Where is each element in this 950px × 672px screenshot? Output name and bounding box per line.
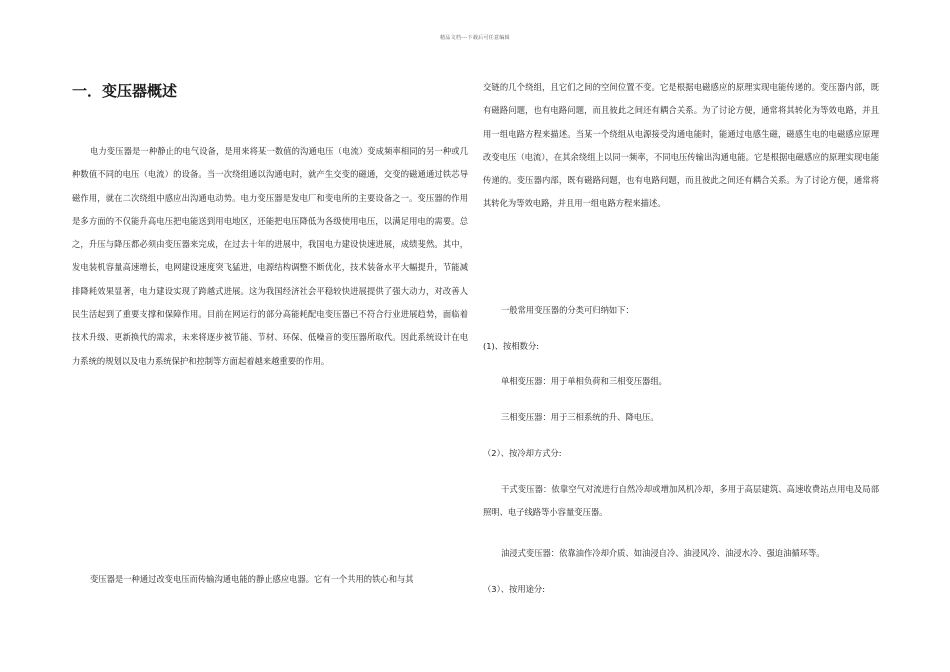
usage-heading: （3）、按用途分: <box>483 584 546 594</box>
phase-heading: (1)、按相数分: <box>483 341 540 351</box>
oil-type-text: 油浸式变压器：依靠油作冷却介质、如油浸自冷、油浸风冷、油浸水冷、强迫油循环等。 <box>501 548 825 558</box>
right-column <box>483 76 879 216</box>
single-phase-text: 单相变压器：用于单相负荷和三相变压器组。 <box>501 376 667 386</box>
cooling-heading: （2）、按冷却方式分: <box>483 448 562 458</box>
classification-intro-text: 一般常用变压器的分类可归纳如下： <box>501 305 634 315</box>
oil-type-item <box>483 542 879 565</box>
section-by-usage <box>483 578 879 601</box>
section-by-phase <box>483 335 879 358</box>
dry-type-item <box>483 478 879 525</box>
dry-type-text: 干式变压器：依靠空气对流进行自然冷却或增加风机冷却，多用于高层建筑、高速收费站点用电及局部照明、电子线路等小容量变压器。 <box>483 484 879 518</box>
three-phase-text: 三相变压器：用于三相系统的升、降电压。 <box>501 412 659 422</box>
section-title: 一．变压器概述 <box>72 82 178 100</box>
three-phase-item <box>483 406 879 429</box>
page-header-note: 精品文档---下载后可任意编辑 <box>440 35 510 41</box>
definition-paragraph: 变压器是一种通过改变电压而传输沟通电能的静止感应电器。它有一个共用的铁心和与其 <box>90 574 414 584</box>
single-phase-item <box>483 370 879 393</box>
left-column <box>72 140 468 373</box>
continued-paragraph: 交链的几个绕组，且它们之间的空间位置不变。它是根据电磁感应的原理实现电能传递的。变压器内部，既有磁路问题，也有电路问题，而且彼此之间还有耦合关系。为了讨论方便，通常将其转化为等效电路，并且用一组电路方程来描述。当某一个绕组从电源接受沟通电能时，能通过电感生磁，磁感生电的电磁感应原理改变电压（电流），在其余绕组上以同一频率，不同电压传输出沟通电能。它是根据电磁感应的原理实现电能传递的。变压器内部，既有磁路问题，也有电路问题，而且彼此之间还有耦合关系。为了讨论方便，通常将其转化为等效电路，并且用一组电路方程来描述。 <box>483 82 879 209</box>
left-column-bottom <box>72 568 468 591</box>
overview-paragraph: 电力变压器是一种静止的电气设备，是用来将某一数值的沟通电压（电流）变成频率相同的另一种或几种数值不同的电压（电流）的设备。当一次绕组通以沟通电时，就产生交变的磁通，交变的磁通通过铁芯导磁作用，就在二次绕组中感应出沟通电动势。电力变压器是发电厂和变电所的主要设备之一。变压器的作用是多方面的不仅能升高电压把电能送到用电地区，还能把电压降低为各级使用电压，以满足用电的需要。总之，升压与降压都必须由变压器来完成，在过去十年的进展中，我国电力建设快速进展，成绩斐然。其中，发电装机容量高速增长，电网建设速度突飞猛进，电源结构调整不断优化，技术装备水平大幅提升，节能减排降耗效果显著，电力建设实现了跨越式进展。这为我国经济社会平稳较快进展提供了强大动力，对改善人民生活起到了重要支撑和保障作用。目前在网运行的部分高能耗配电变压器已不符合行业进展趋势，面临着技术升级、更新换代的需求，未来将逐步被节能、节材、环保、低噪音的变压器所取代。因此系统设计在电力系统的规划以及电力系统保护和控制等方面起着越来越重要的作用。 <box>72 146 468 366</box>
section-by-cooling <box>483 442 879 465</box>
classification-intro <box>483 299 879 322</box>
